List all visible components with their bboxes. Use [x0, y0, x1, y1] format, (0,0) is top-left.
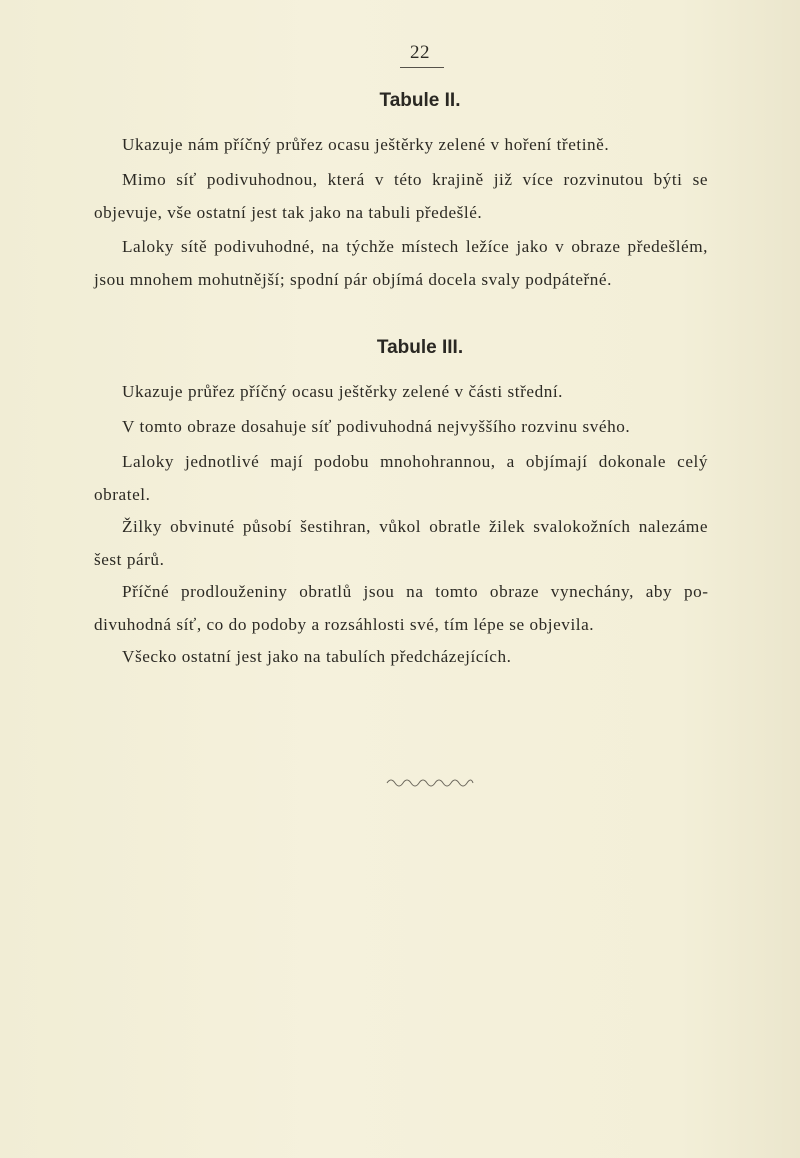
paragraph: Všecko ostatní jest jako na tabulích předcházejících.: [122, 647, 512, 666]
paragraph: Laloky sítě podivuhodné, na týchže místech ležíce jako v obraze předešlém, jsou mnohem mohutnější; spodní pár objímá docela svaly podpáteřné.: [94, 237, 708, 289]
page-number: 22: [410, 42, 430, 63]
paragraph: Příčné prodlouženiny obratlů jsou na tomto obraze vynechány, aby podivuhodná síť, co do podoby a rozsáhlosti své, tím lépe se objevila.: [94, 582, 708, 634]
paragraph: Žilky obvinuté působí šestihran, vůkol obratle žilek svalokožních nalezáme šest párů.: [94, 517, 708, 569]
paragraph: Mimo síť podivuhodnou, která v této krajině již více rozvinutou býti se objevuje, vše ostatní jest tak jako na tabuli předešlé.: [94, 170, 708, 222]
paragraph: Laloky jednotlivé mají podobu mnohohrannou, a objímají dokonale celý obratel.: [94, 452, 708, 504]
section-heading-tabule-ii: Tabule II.: [379, 90, 461, 111]
paragraph: Ukazuje průřez příčný ocasu ještěrky zelené v části střední.: [122, 382, 564, 401]
section-heading-tabule-iii: Tabule III.: [376, 337, 464, 358]
ornament-divider: [385, 775, 475, 789]
page-number-rule: [400, 67, 444, 68]
paragraph: V tomto obraze dosahuje síť podivuhodná nejvyššího rozvinu svého.: [122, 417, 631, 436]
paragraph: Ukazuje nám příčný průřez ocasu ještěrky zelené v hoření třetině.: [122, 135, 610, 154]
